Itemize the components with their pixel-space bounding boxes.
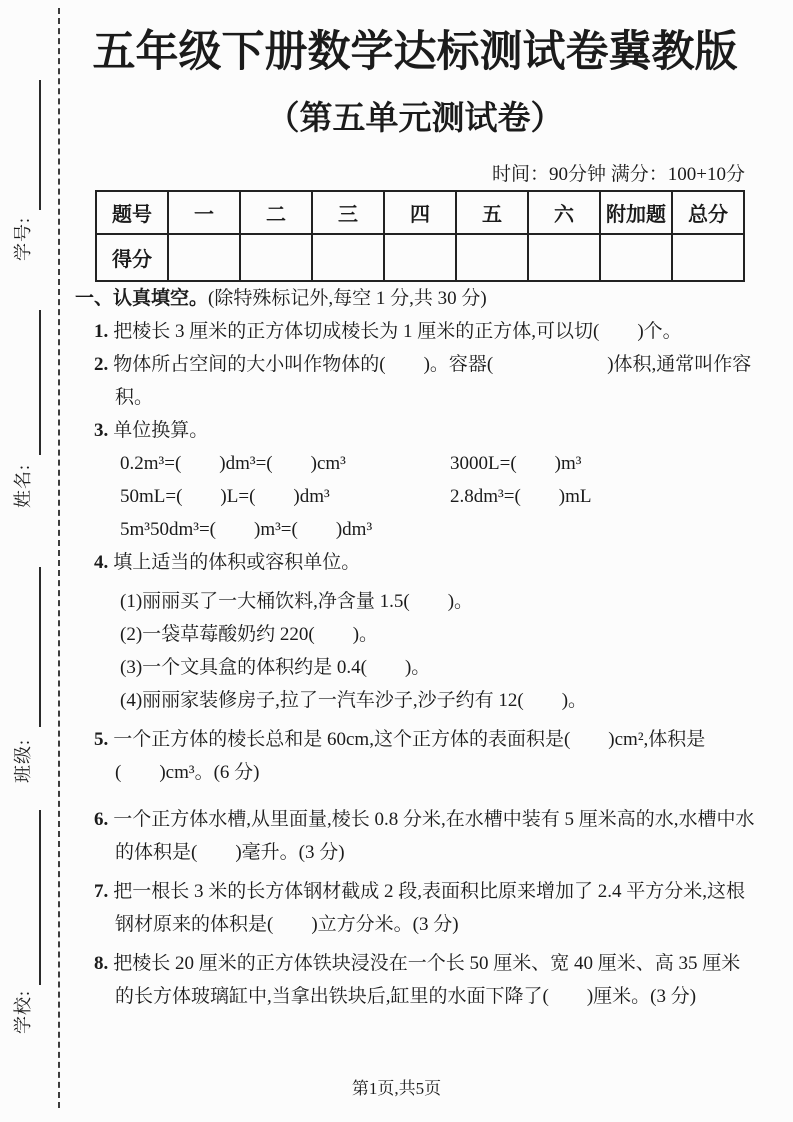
conversion-2-right: 2.8dm³=( )mL	[450, 486, 592, 507]
conversion-1-left: 0.2m³=( )dm³=( )cm³	[120, 453, 346, 474]
question-7-number: 7.	[94, 881, 109, 902]
question-4-item-3: (3)一个文具盒的体积约是 0.4( )。	[120, 657, 431, 678]
class-writing-line	[39, 567, 41, 727]
col-header-bonus: 附加题	[600, 191, 672, 234]
score-cell	[600, 234, 672, 281]
section-heading-note: (除特殊标记外,每空 1 分,共 30 分)	[208, 288, 487, 309]
question-5	[75, 723, 757, 789]
question-8-number: 8.	[94, 953, 109, 974]
score-row-label: 得分	[96, 234, 168, 281]
question-3	[75, 414, 757, 447]
question-2-text: 物体所占空间的大小叫作物体的( )。容器( )体积,通常叫作容积。	[113, 354, 752, 408]
col-header-total: 总分	[672, 191, 744, 234]
conversion-3-left: 5m³50dm³=( )m³=( )dm³	[120, 519, 373, 540]
score-cell	[312, 234, 384, 281]
score-cell	[168, 234, 240, 281]
question-2	[75, 348, 757, 414]
conversion-2-left: 50mL=( )L=( )dm³	[120, 486, 330, 507]
score-cell	[240, 234, 312, 281]
question-6-text: 一个正方体水槽,从里面量,棱长 0.8 分米,在水槽中装有 5 厘米高的水,水槽中水的体积是( )毫升。(3 分)	[113, 809, 755, 863]
question-4-text: 填上适当的体积或容积单位。	[113, 552, 361, 573]
score-table-score-row	[96, 234, 744, 281]
time-and-score-info: 时间：90分钟 满分：100+10分	[492, 164, 745, 185]
question-3-text: 单位换算。	[113, 420, 209, 441]
score-table	[95, 190, 745, 282]
school-writing-line	[39, 810, 41, 985]
question-5-number: 5.	[94, 729, 109, 750]
question-2-number: 2.	[94, 354, 109, 375]
section-heading-title: 一、认真填空。	[75, 288, 209, 309]
question-8-text: 把棱长 20 厘米的正方体铁块浸没在一个长 50 厘米、宽 40 厘米、高 35 厘米的长方体玻璃缸中,当拿出铁块后,缸里的水面下降了( )厘米。(3 分)	[113, 953, 741, 1007]
conversion-line-1	[120, 447, 757, 480]
question-4-item-4: (4)丽丽家装修房子,拉了一汽车沙子,沙子约有 12( )。	[120, 690, 588, 711]
col-header-4: 四	[384, 191, 456, 234]
student-id-label: 学号:	[13, 217, 33, 262]
col-header-1: 一	[168, 191, 240, 234]
name-label: 姓名:	[13, 464, 33, 509]
col-header-5: 五	[456, 191, 528, 234]
question-1-text: 把棱长 3 厘米的正方体切成棱长为 1 厘米的正方体,可以切( )个。	[113, 321, 682, 342]
question-4-number: 4.	[94, 552, 109, 573]
page-title: 五年级下册数学达标测试卷冀教版	[92, 29, 738, 76]
score-table-header-row	[96, 191, 744, 234]
school-label: 学校:	[13, 990, 33, 1035]
name-writing-line	[39, 310, 41, 455]
question-3-number: 3.	[94, 420, 109, 441]
page-subtitle: （第五单元测试卷）	[266, 101, 564, 137]
score-cell	[672, 234, 744, 281]
score-cell	[456, 234, 528, 281]
score-cell	[384, 234, 456, 281]
conversion-line-3	[120, 513, 757, 546]
question-5-text: 一个正方体的棱长总和是 60cm,这个正方体的表面积是( )cm²,体积是( )cm³。(6 分)	[113, 729, 706, 783]
seal-dashed-line	[58, 8, 60, 1108]
class-label: 班级:	[13, 739, 33, 784]
question-7	[75, 875, 757, 941]
col-header-3: 三	[312, 191, 384, 234]
section-fill-in-blanks	[75, 282, 757, 1013]
score-cell	[528, 234, 600, 281]
section-heading	[75, 282, 757, 315]
question-4	[75, 546, 757, 579]
conversion-1-right: 3000L=( )m³	[450, 453, 582, 474]
question-4-item-1: (1)丽丽买了一大桶饮料,净含量 1.5( )。	[120, 591, 474, 612]
page-number: 第1页,共5页	[351, 1079, 442, 1098]
question-4-item-2: (2)一袋草莓酸奶约 220( )。	[120, 624, 379, 645]
question-7-text: 把一根长 3 米的长方体钢材截成 2 段,表面积比原来增加了 2.4 平方分米,这根钢材原来的体积是( )立方分米。(3 分)	[113, 881, 746, 935]
question-1	[75, 315, 757, 348]
col-header-2: 二	[240, 191, 312, 234]
student-id-writing-line	[39, 80, 41, 210]
question-6-number: 6.	[94, 809, 109, 830]
question-number-header: 题号	[96, 191, 168, 234]
conversion-line-2	[120, 480, 757, 513]
col-header-6: 六	[528, 191, 600, 234]
question-8	[75, 947, 757, 1013]
question-6	[75, 803, 757, 869]
question-1-number: 1.	[94, 321, 109, 342]
